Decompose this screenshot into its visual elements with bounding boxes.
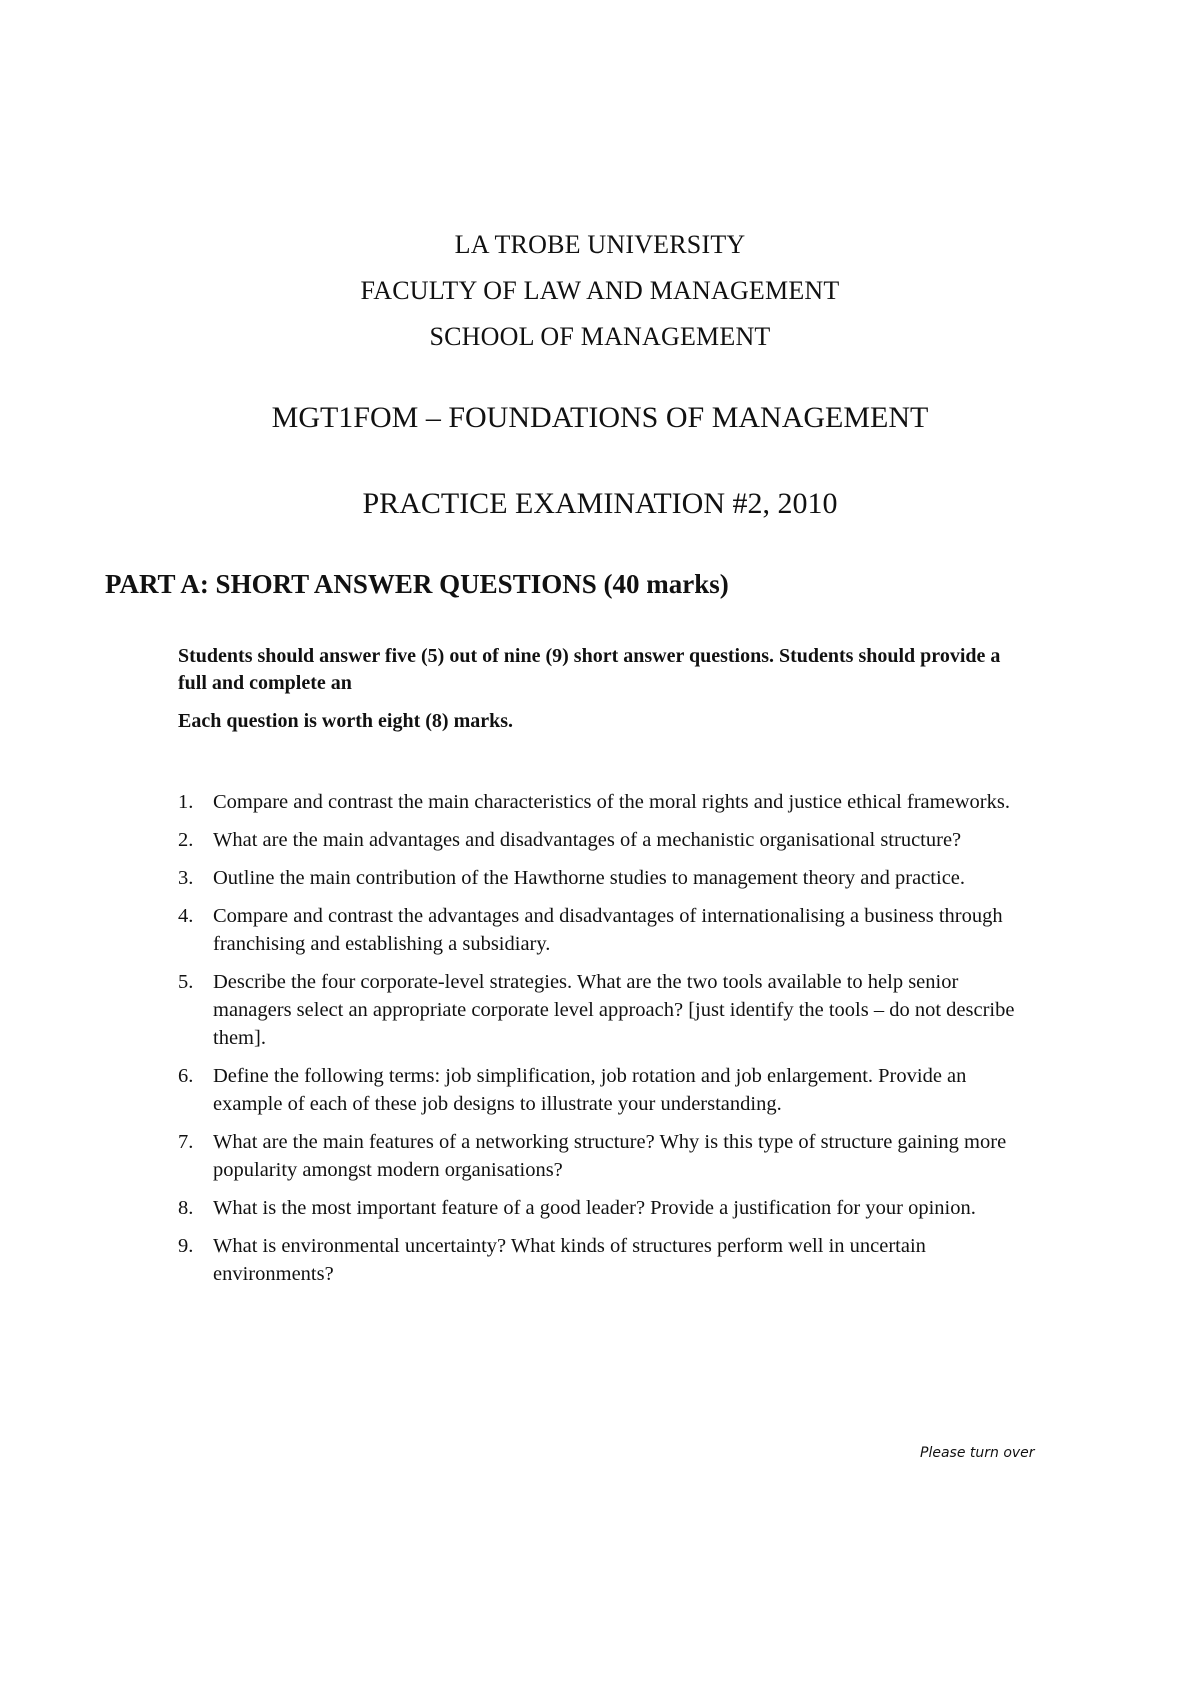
school-name: SCHOOL OF MANAGEMENT (429, 322, 771, 351)
instruction-answer-count: Students should answer five (5) out of nine (9) short answer questions. Students should provide a full and complete an (178, 645, 1001, 694)
question-text: Outline the main contribution of the Hawthorne studies to management theory and practice. (213, 867, 966, 889)
question-number: 1. (178, 791, 194, 813)
question-number: 8. (178, 1197, 194, 1219)
question-text: What are the main advantages and disadvantages of a mechanistic organisational structure? (213, 829, 962, 851)
question-list (178, 788, 1028, 1298)
please-turn-over-note: Please turn over (920, 1445, 1035, 1461)
question-text: Compare and contrast the advantages and disadvantages of internationalising a business through franchising and establishing a subsidiary. (213, 905, 1003, 955)
question-item (178, 788, 1028, 816)
question-text: What is the most important feature of a good leader? Provide a justification for your opinion. (213, 1197, 976, 1219)
question-number: 7. (178, 1131, 194, 1153)
exam-title: PRACTICE EXAMINATION #2, 2010 (362, 487, 838, 520)
question-text: Describe the four corporate-level strategies. What are the two tools available to help senior managers select an appropriate corporate level approach? [just identify the tools – do not describe them]. (213, 971, 1015, 1049)
question-number: 4. (178, 905, 194, 927)
part-a-heading: PART A: SHORT ANSWER QUESTIONS (40 marks) (105, 569, 729, 599)
university-name: LA TROBE UNIVERSITY (454, 230, 746, 259)
part-a-instructions (178, 643, 1018, 735)
question-item (178, 1232, 1028, 1288)
question-item (178, 1062, 1028, 1118)
question-item (178, 968, 1028, 1052)
question-item (178, 826, 1028, 854)
document-header (0, 222, 1200, 360)
question-item (178, 1128, 1028, 1184)
instruction-marks: Each question is worth eight (8) marks. (178, 710, 514, 732)
question-text: What are the main features of a networking structure? Why is this type of structure gaining more popularity amongst modern organisations? (213, 1131, 1007, 1181)
question-item (178, 902, 1028, 958)
question-number: 3. (178, 867, 194, 889)
question-number: 6. (178, 1065, 194, 1087)
faculty-name: FACULTY OF LAW AND MANAGEMENT (360, 276, 840, 305)
question-text: What is environmental uncertainty? What kinds of structures perform well in uncertain environments? (213, 1235, 926, 1285)
course-title: MGT1FOM – FOUNDATIONS OF MANAGEMENT (271, 401, 929, 434)
question-item (178, 1194, 1028, 1222)
question-text: Compare and contrast the main characteristics of the moral rights and justice ethical frameworks. (213, 791, 1010, 813)
question-number: 9. (178, 1235, 194, 1257)
question-number: 5. (178, 971, 194, 993)
question-number: 2. (178, 829, 194, 851)
question-item (178, 864, 1028, 892)
question-text: Define the following terms: job simplification, job rotation and job enlargement. Provide an example of each of these job designs to illustrate your understanding. (213, 1065, 967, 1115)
